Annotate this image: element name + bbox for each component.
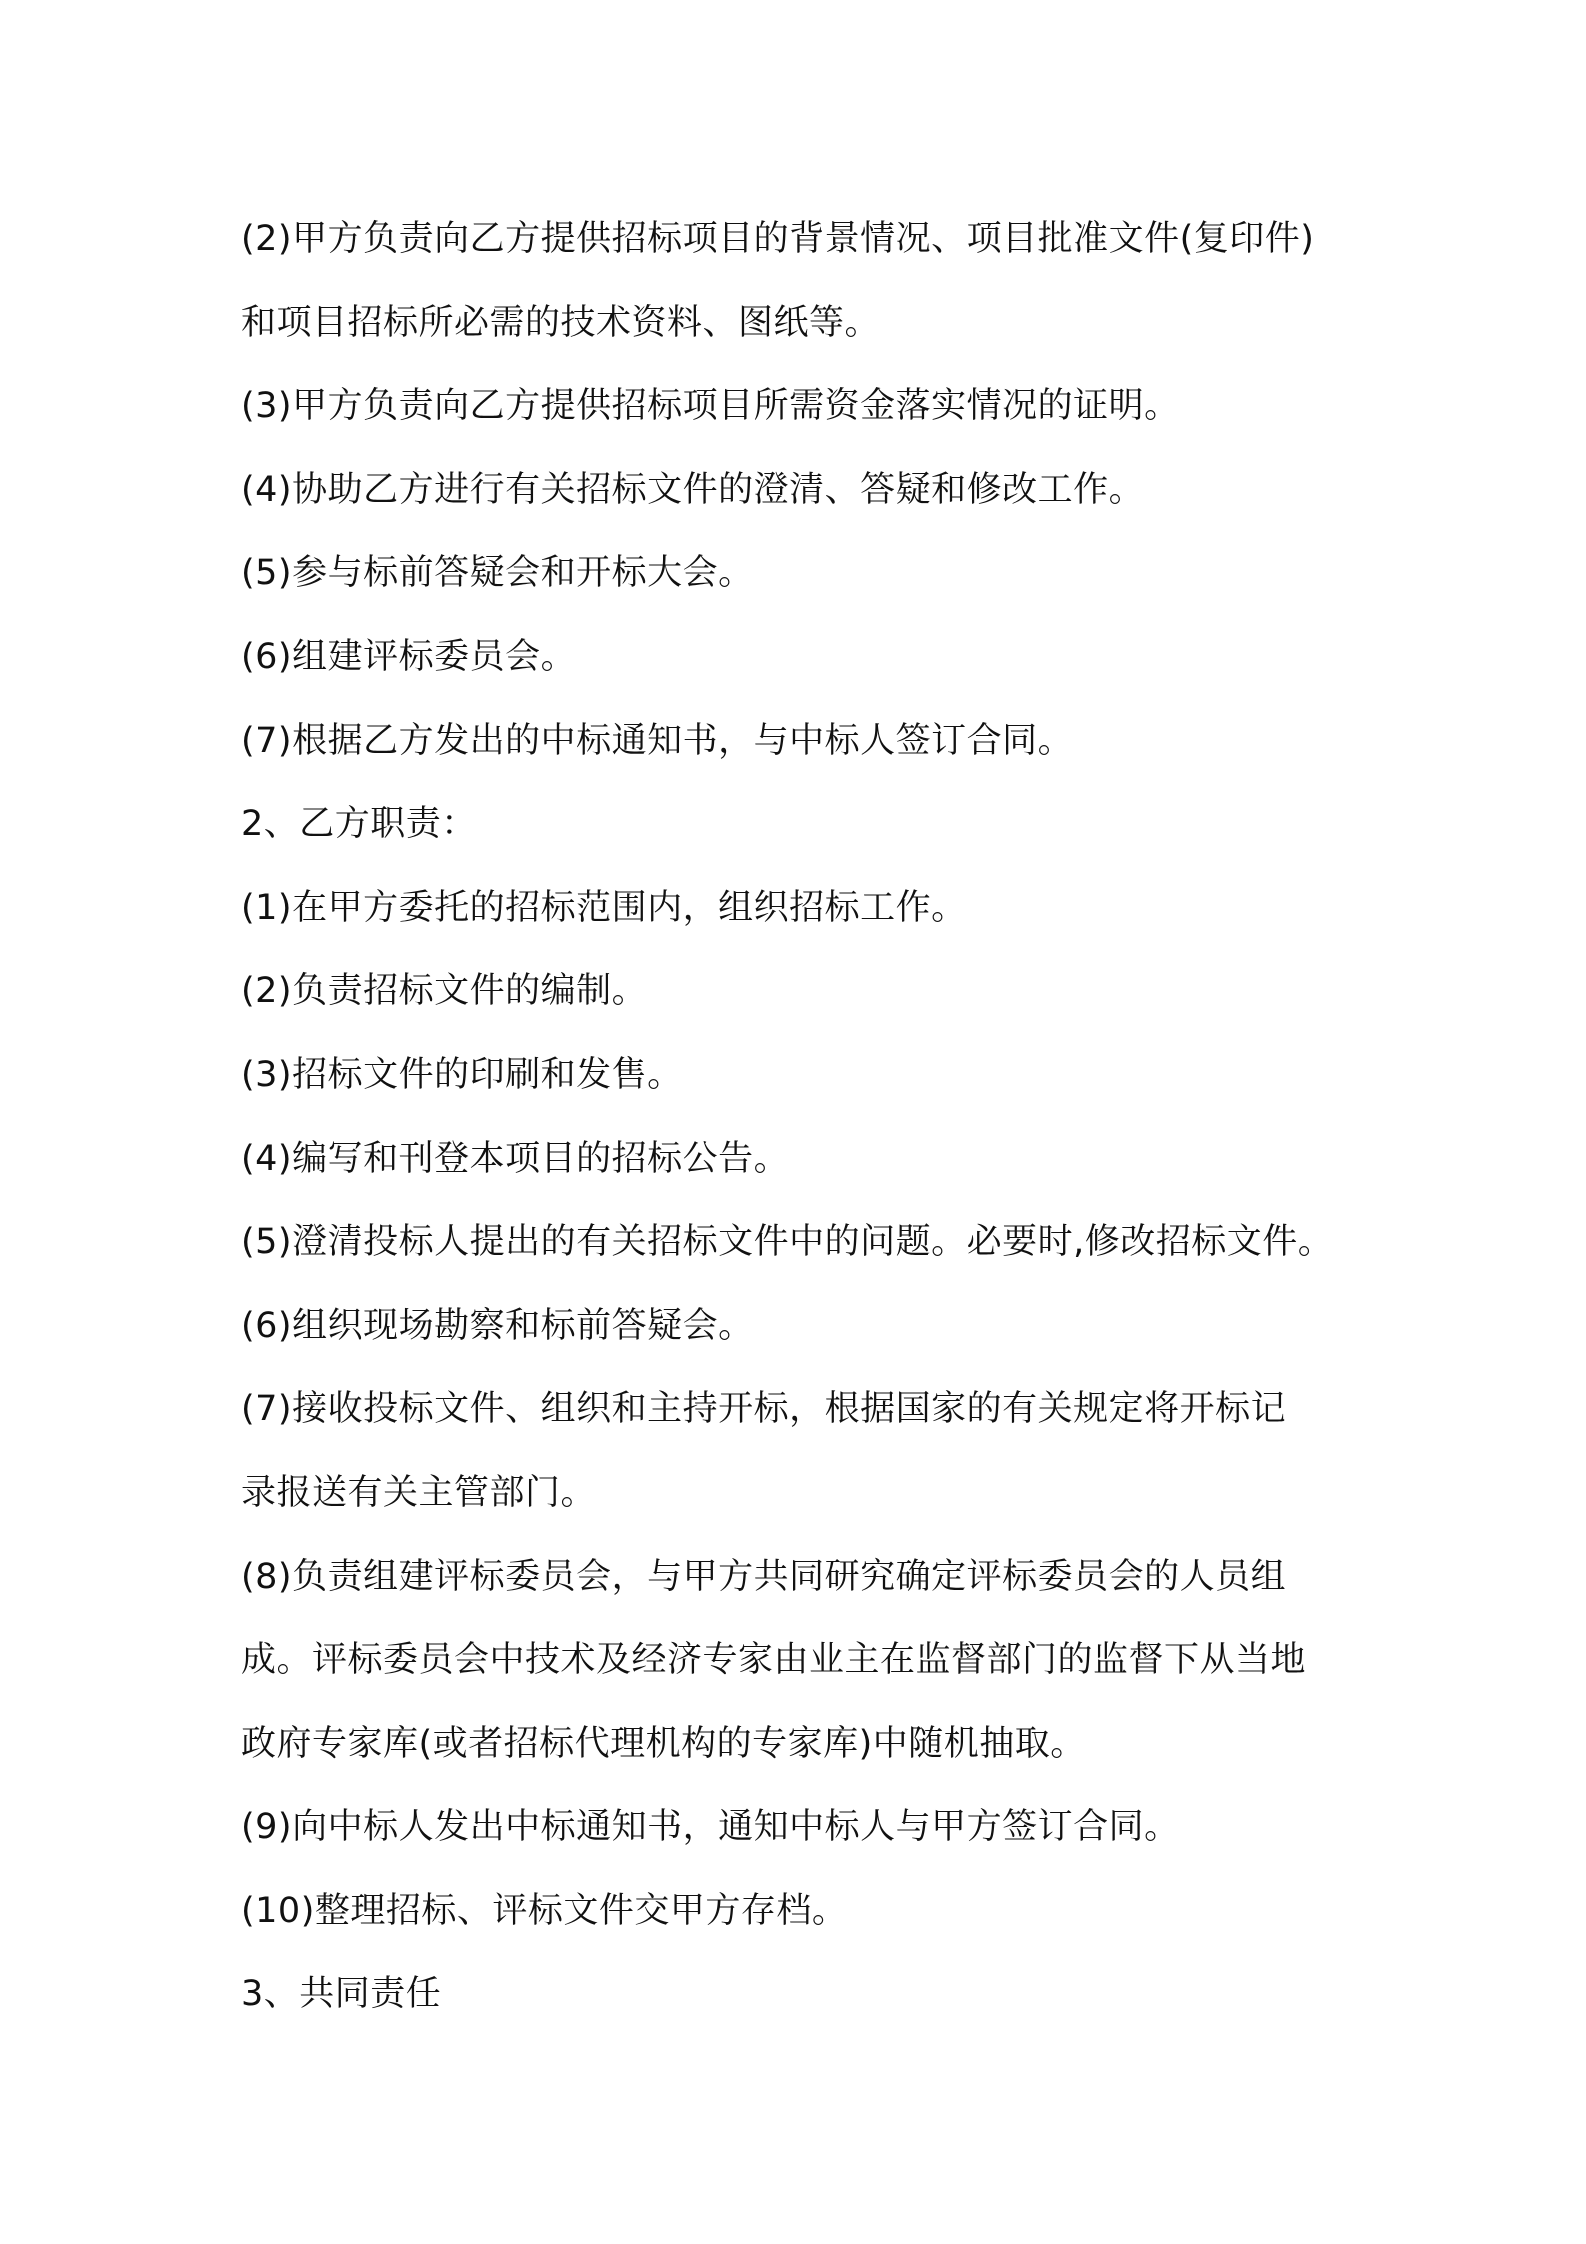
text-line-party-b-1: (1)在甲方委托的招标范围内，组织招标工作。 <box>241 887 967 928</box>
text-line-party-b-2: (2)负责招标文件的编制。 <box>241 971 648 1012</box>
text-line-party-b-10: (10)整理招标、评标文件交甲方存档。 <box>241 1890 848 1931</box>
document-body <box>241 198 1421 2037</box>
text-line-party-a-4: (4)协助乙方进行有关招标文件的澄清、答疑和修改工作。 <box>241 469 1145 510</box>
text-line-party-b-7a: (7)接收投标文件、组织和主持开标，根据国家的有关规定将开标记 <box>241 1389 1287 1430</box>
text-line-party-b-8c: 政府专家库(或者招标代理机构的专家库)中随机抽取。 <box>241 1723 1086 1764</box>
section-heading-joint-responsibility: 3、共同责任 <box>241 1974 442 2015</box>
text-line-party-b-8b: 成。评标委员会中技术及经济专家由业主在监督部门的监督下从当地 <box>241 1640 1307 1681</box>
text-line-party-a-6: (6)组建评标委员会。 <box>241 636 577 677</box>
text-line-party-a-7: (7)根据乙方发出的中标通知书，与中标人签订合同。 <box>241 720 1074 761</box>
text-line-party-b-3: (3)招标文件的印刷和发售。 <box>241 1054 683 1095</box>
text-line-party-a-2b: 和项目招标所必需的技术资料、图纸等。 <box>241 302 881 343</box>
text-line-party-b-6: (6)组织现场勘察和标前答疑会。 <box>241 1305 754 1346</box>
section-heading-party-b-duties: 2、乙方职责： <box>241 804 477 845</box>
text-line-party-a-2a: (2)甲方负责向乙方提供招标项目的背景情况、项目批准文件(复印件) <box>241 219 1315 259</box>
text-line-party-b-5: (5)澄清投标人提出的有关招标文件中的问题。必要时,修改招标文件。 <box>241 1222 1334 1263</box>
text-line-party-b-8a: (8)负责组建评标委员会，与甲方共同研究确定评标委员会的人员组 <box>241 1556 1287 1597</box>
text-line-party-b-9: (9)向中标人发出中标通知书，通知中标人与甲方签订合同。 <box>241 1807 1180 1848</box>
text-line-party-b-7b: 录报送有关主管部门。 <box>241 1472 597 1513</box>
text-line-party-a-5: (5)参与标前答疑会和开标大会。 <box>241 553 754 594</box>
text-line-party-a-3: (3)甲方负责向乙方提供招标项目所需资金落实情况的证明。 <box>241 386 1180 427</box>
text-line-party-b-4: (4)编写和刊登本项目的招标公告。 <box>241 1138 790 1179</box>
